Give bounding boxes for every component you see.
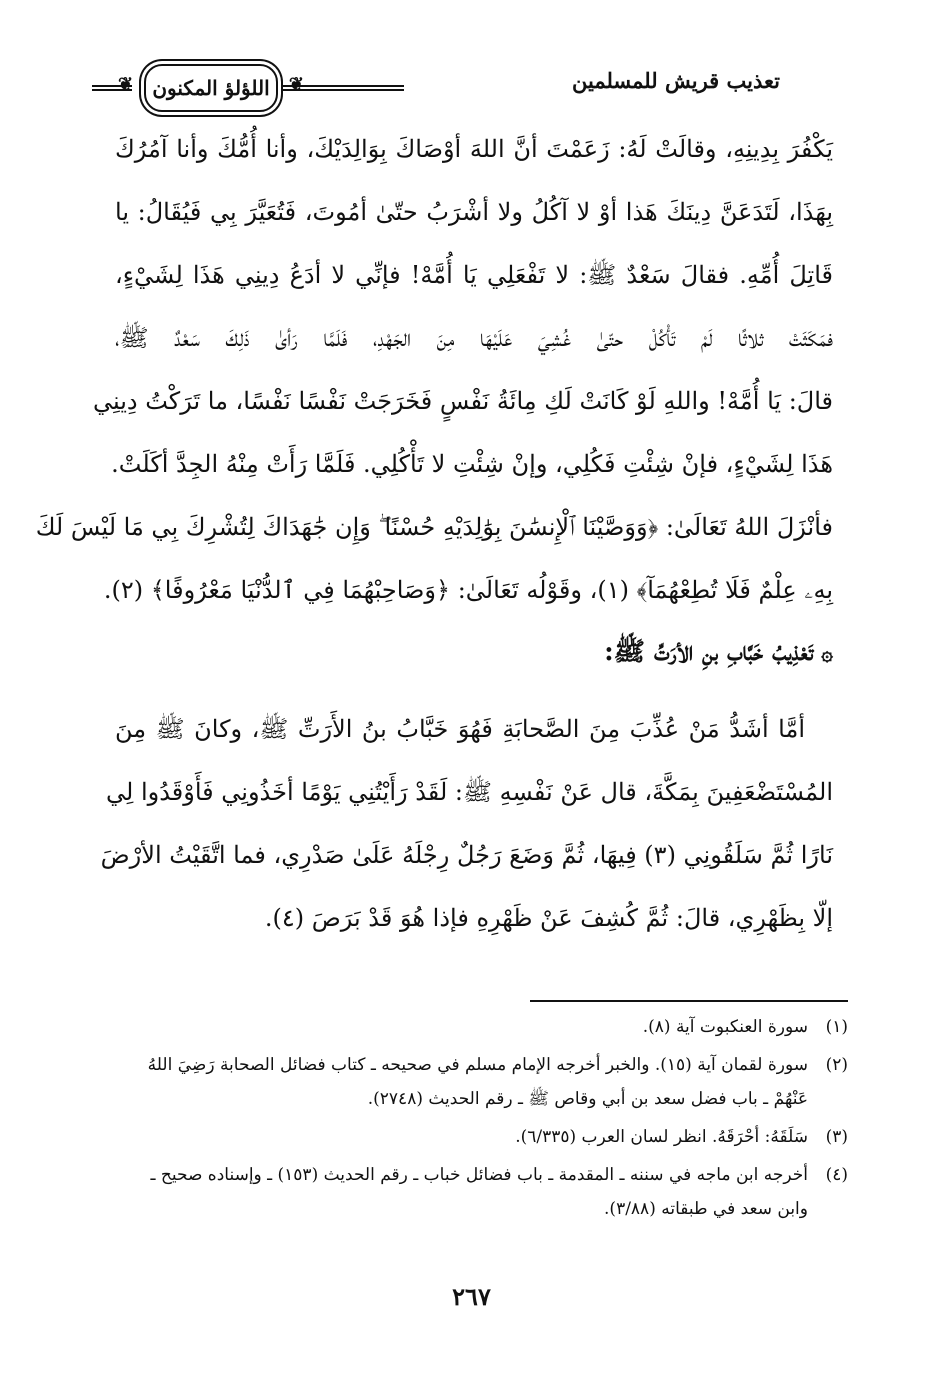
footnote-number: (١) — [825, 1017, 848, 1037]
text-line: المُسْتَضْعَفِينَ بِمَكَّةَ، قال عَنْ نَفْسِهِ ﷺ: لَقَدْ رَأَيْتُنِي يَوْمًا أخَذُونِي فَأَوْقَدُوا لِي — [106, 778, 833, 806]
ornament-icon: ❦ — [118, 74, 134, 95]
footnote — [115, 1158, 848, 1226]
footnote — [115, 1120, 848, 1154]
footnotes — [115, 1010, 848, 1226]
text-line: بِهِۦ عِلْمٌ فَلَا تُطِعْهُمَآ﴾ (١)، وقَوْلُه تَعَالَىٰ: ﴿وَصَاحِبْهُمَا فِي ٱلدُّنْيَا مَعْرُوفًا﴾ (٢). — [103, 576, 833, 604]
footnote-text: سورة لقمان آية (١٥). والخبر أخرجه الإمام مسلم في صحيحه ـ كتاب فضائل الصحابة رَضِيَ اللهُ عَنْهُمْ ـ باب فضل سعد بن أبي وقاص ﷺ ـ رقم الحديث (٢٧٤٨). — [147, 1055, 808, 1109]
footnote — [115, 1048, 848, 1116]
text-line: نَارًا ثُمَّ سَلَقُونِي (٣) فِيهَا، ثُمَّ وَضَعَ رَجُلٌ رِجْلَهُ عَلَىٰ صَدْرِي، فما اتَّقَيْتُ الأرْضَ — [100, 841, 833, 869]
main-text — [35, 118, 833, 950]
footnote-number: (٢) — [825, 1055, 848, 1075]
page-header — [92, 58, 870, 118]
footnote-rule — [530, 1000, 848, 1002]
footnote-number: (٣) — [825, 1127, 848, 1147]
text-line: أمَّا أشَدُّ مَنْ عُذِّبَ مِنَ الصَّحابَةِ فَهُوَ خَبَّابُ بنُ الأَرَتِّ ﷺ، وكانَ ﷺ مِنَ — [115, 715, 805, 743]
text-line: هَذَا لِشَيْءٍ، فإنْ شِئْتِ فَكُلِي، وإنْ شِئْتِ لا تَأْكُلِي. فَلَمَّا رَأَتْ مِنْهُ الجِدَّ أكَلَتْ. — [111, 450, 833, 478]
page-number: ٢٦٧ — [452, 1282, 491, 1311]
footnote-text: سَلَقَهُ: أحْرَقَهُ. انظر لسان العرب (٦/٣٣٥). — [515, 1127, 808, 1147]
footnote — [115, 1010, 848, 1044]
text-line: بِهَذَا، لَتَدَعَنَّ دِينَكَ هَذا أوْ لا آكُلُ ولا أشْرَبُ حتّىٰ أمُوتَ، فَتُعَيَّرَ بِي فَيُقَالُ: يا — [115, 198, 833, 226]
footnote-text: أخرجه ابن ماجه في سننه ـ المقدمة ـ باب فضائل خباب ـ رقم الحديث (١٥٣) ـ وإسناده صحيح ـ وابن سعد في طبقاته (٣/٨٨). — [150, 1165, 808, 1219]
section-mark-icon: ۞ — [821, 641, 833, 665]
text-line: فأنْزَلَ اللهُ تَعَالَىٰ: ﴿وَوَصَّيْنَا ٱلْإِنسَٰنَ بِوَٰلِدَيْهِ حُسْنًا ۖ وَإِن جَٰهَدَاكَ لِتُشْرِكَ بِي مَا لَيْسَ لَكَ — [35, 513, 833, 541]
text-line: قالَ: يَا أُمَّهْ! واللهِ لَوْ كَانَتْ لَكِ مِائَةُ نَفْسٍ فَخَرَجَتْ نَفْسًا نَفْسًا، ما تَرَكْتُ دِينِي — [92, 387, 833, 415]
section-heading — [115, 622, 833, 682]
header-rule-middle — [282, 85, 404, 91]
section-heading-text: تَعْذِيبُ خَبَّابِ بنِ الأرَتِّ ﷺ: — [604, 637, 814, 667]
text-line: فمَكَثَتْ ثلاثًا لَمْ تَأْكُلْ حتّىٰ غُشِيَ عَلَيْهَا مِنَ الجَهْدِ، فَلَمَّا رَأىٰ ذَلِكَ سَعْدٌ ﷺ، — [115, 324, 833, 352]
text-line: إلّا بِظَهْرِي، قالَ: ثُمَّ كُشِفَ عَنْ ظَهْرِهِ فإذا هُوَ قَدْ بَرَصَ (٤). — [264, 904, 833, 932]
footnote-text: سورة العنكبوت آية (٨). — [642, 1017, 808, 1037]
text-line: يَكْفُرَ بِدِينِهِ، وقالَتْ لَهُ: زَعَمْتَ أنَّ اللهَ أوْصَاكَ بِوَالِدَيْكَ، وأنا أُمُّكَ وأنا آمُرُكَ — [115, 135, 833, 163]
text-line: قَاتِلَ أُمِّهِ. فقالَ سَعْدٌ ﷺ: لا تَفْعَلِي يَا أُمَّهْ! فإنِّي لا أدَعُ دِينِي هَذَا لِشَيْءٍ، — [115, 261, 833, 289]
footnote-number: (٤) — [825, 1165, 848, 1185]
book-title: اللؤلؤ المكنون — [152, 76, 270, 100]
book-title-cartouche — [118, 64, 304, 112]
chapter-title: تعذيب قريش للمسلمين — [572, 68, 780, 93]
ornament-icon: ❦ — [288, 74, 304, 95]
